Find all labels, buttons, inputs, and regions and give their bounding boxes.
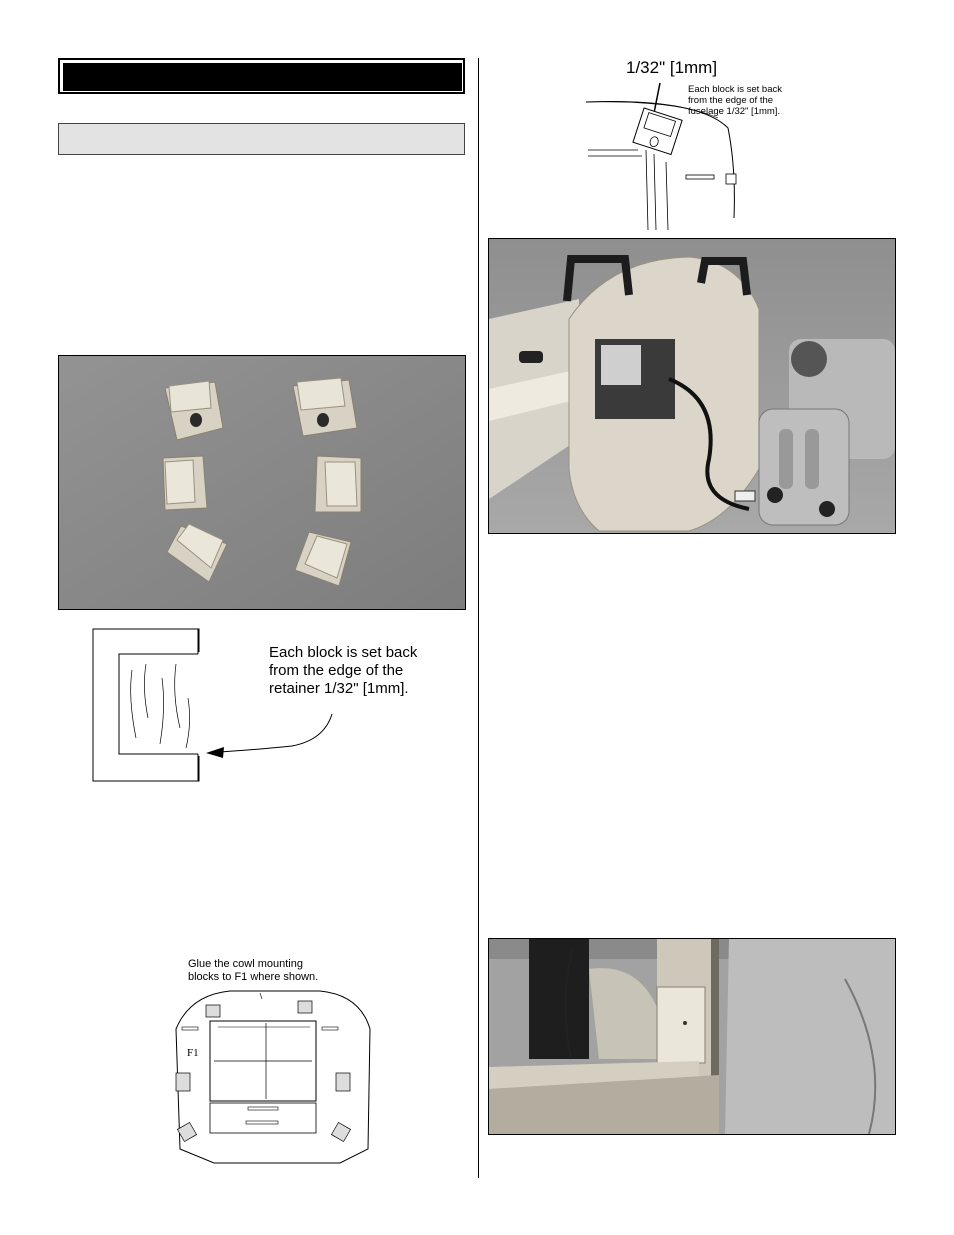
fuselage-edge-drawing (578, 58, 838, 230)
subsection-bar (58, 123, 465, 155)
block-mid-left (163, 456, 207, 510)
dimension-label: 1/32" [1mm] (626, 58, 718, 77)
block-mid-right (315, 456, 361, 512)
photo-firewall-engine (488, 238, 896, 534)
f1-caption: Glue the cowl mounting blocks to F1 where shown. (188, 958, 319, 983)
retainer-note: Each block is set back from the edge of the retainer 1/32" [1mm]. (269, 644, 418, 697)
fuselage-note: Each block is set back from the edge of the fuselage 1/32" [1mm]. (688, 84, 782, 117)
section-title-bar (58, 58, 465, 94)
f1-label: F1 (187, 1047, 199, 1059)
fuselage-edge-detail (578, 58, 838, 230)
block-top-right (293, 378, 357, 436)
retainer-diagram (92, 628, 442, 783)
column-divider (478, 58, 479, 1178)
photo-block-detail (488, 938, 896, 1135)
photo-cowl-mounting-blocks (58, 355, 466, 610)
f1-former-diagram (170, 955, 380, 1170)
